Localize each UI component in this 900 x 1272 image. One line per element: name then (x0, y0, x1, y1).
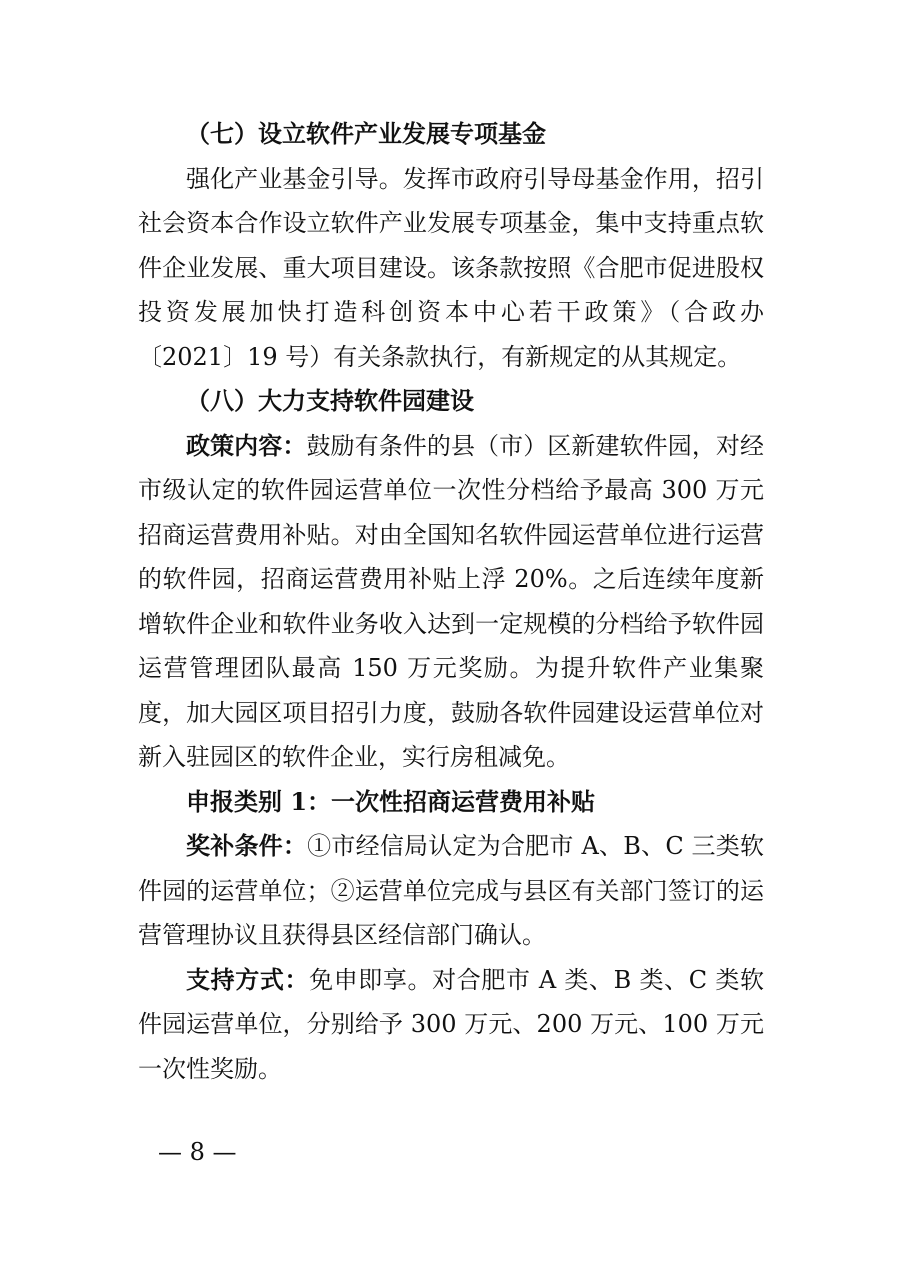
policy-content-text: 鼓励有条件的县（市）区新建软件园，对经市级认定的软件园运营单位一次性分档给予最高 300 万元招商运营费用补贴。对由全国知名软件园运营单位进行运营的软件园，招商运营费用补贴上浮 20%。之后连续年度新增软件企业和软件业务收入达到一定规模的分档给予软件园运营管理团队最高 150 万元奖励。为提升软件产业集聚度，加大园区项目招引力度，鼓励各软件园建设运营单位对新入驻园区的软件企业，实行房租减免。 (138, 431, 765, 771)
policy-content-paragraph (138, 424, 764, 780)
page-number: — 8 — (158, 1138, 237, 1166)
policy-content-label: 政策内容： (186, 430, 307, 460)
section-7-heading: （七）设立软件产业发展专项基金 (186, 119, 546, 148)
section-8-heading: （八）大力支持软件园建设 (186, 386, 474, 415)
conditions-label: 奖补条件： (186, 831, 308, 860)
category-1-heading: 申报类别 1：一次性招商运营费用补贴 (186, 786, 596, 816)
section-7-paragraph: 强化产业基金引导。发挥市政府引导母基金作用，招引社会资本合作设立软件产业发展专项基金，集中支持重点软件企业发展、重大项目建设。该条款按照《合肥市促进股权投资发展加快打造科创资本中心若干政策》（合政办〔2021〕19 号）有关条款执行，有新规定的从其规定。 (138, 164, 764, 371)
support-text: 免申即享。对合肥市 A 类、B 类、C 类软件园运营单位，分别给予 300 万元、200 万元、100 万元一次性奖励。 (138, 965, 764, 1083)
support-label: 支持方式： (186, 964, 310, 994)
page-content (138, 112, 764, 1091)
support-paragraph (138, 958, 764, 1092)
conditions-text: ①市经信局认定为合肥市 A、B、C 三类软件园的运营单位；②运营单位完成与县区有关部门签订的运营管理协议且获得县区经信部门确认。 (138, 832, 765, 949)
conditions-paragraph (138, 824, 764, 958)
